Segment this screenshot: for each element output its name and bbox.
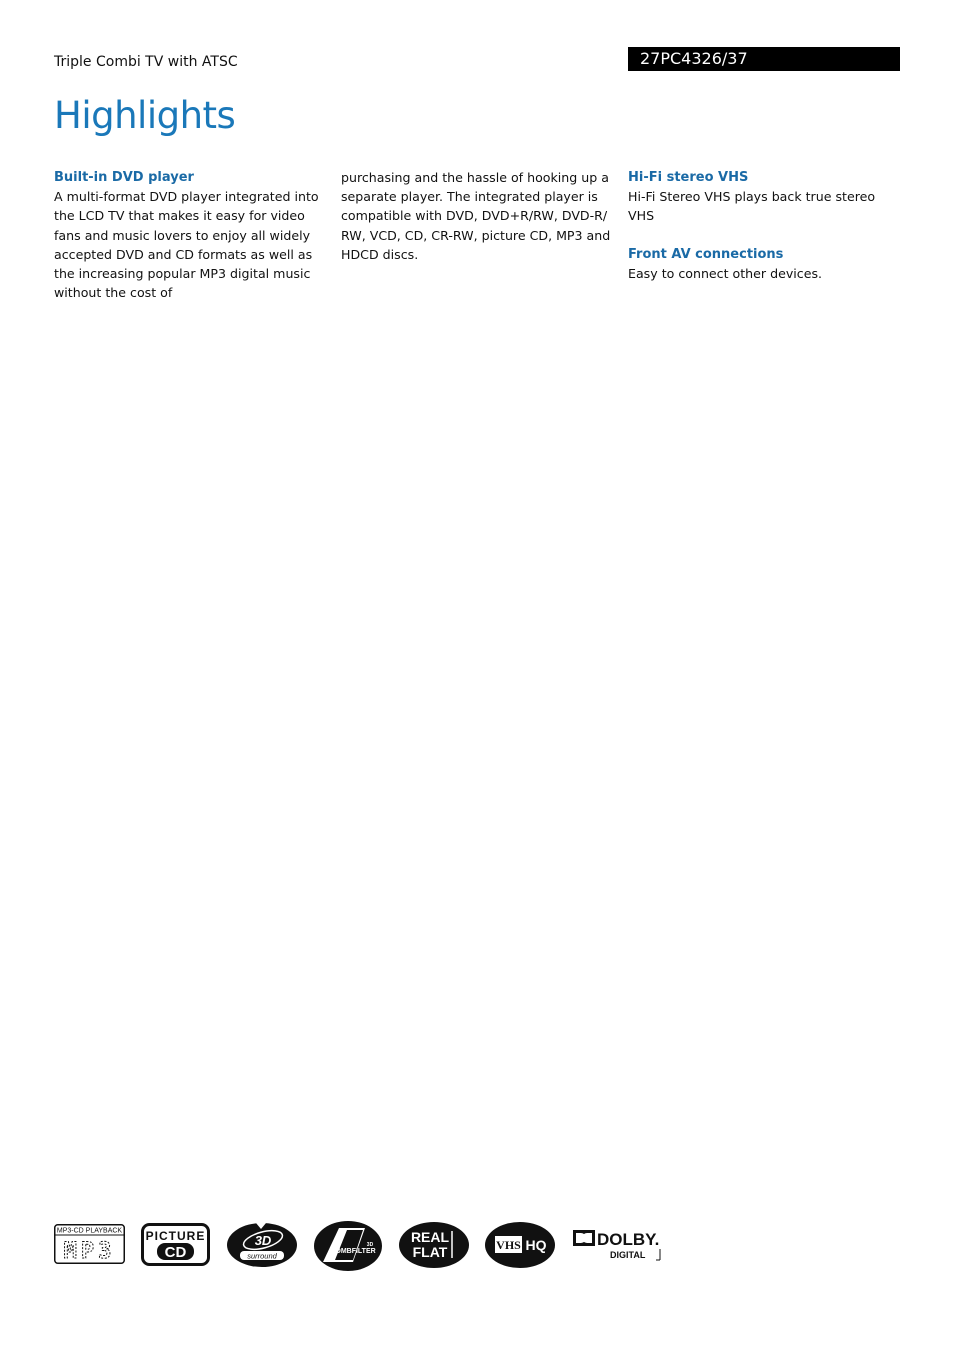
mp3-logo-top-text: MP3-CD PLAYBACK — [56, 1227, 123, 1235]
real-flat-line2: FLAT — [412, 1244, 448, 1260]
3d-combfilter-logo — [313, 1220, 385, 1272]
logo-strip — [54, 1220, 674, 1270]
3d-surround-logo — [226, 1220, 298, 1268]
real-flat-logo — [399, 1220, 471, 1268]
real-flat-line1: REAL — [410, 1229, 450, 1245]
picture-cd-main-text: CD — [164, 1244, 187, 1261]
feature-title-vhs: Hi-Fi stereo VHS — [628, 170, 749, 185]
combfilter-main-text: COMBFILTER — [330, 1248, 376, 1255]
feature-title-front-av: Front AV connections — [628, 246, 784, 262]
feature-title-dvd: Built-in DVD player — [54, 170, 194, 185]
page-title: Highlights — [54, 94, 236, 137]
feature-body-front-av: Easy to connect other devices. — [628, 265, 823, 281]
column-3 — [628, 168, 900, 283]
vhs-hq-logo — [485, 1220, 557, 1268]
mp3-cd-playback-logo — [54, 1220, 126, 1266]
surround-main-text: 3D — [254, 1233, 272, 1248]
column-2 — [341, 168, 613, 264]
product-line: Triple Combi TV with ATSC — [54, 54, 238, 70]
column-1 — [54, 168, 326, 302]
dolby-main-text: DOLBY. — [597, 1230, 660, 1249]
dolby-sub-text: DIGITAL — [610, 1250, 646, 1260]
mp3-logo-main-text: MP3 — [63, 1239, 116, 1264]
feature-body-vhs: Hi-Fi Stereo VHS plays back true stereo VHS — [628, 189, 876, 224]
combfilter-sup-text: 3D — [366, 1242, 374, 1248]
hq-text: HQ — [525, 1237, 547, 1253]
picture-cd-logo — [141, 1220, 211, 1266]
model-badge: 27PC4326/37 — [628, 47, 900, 71]
picture-cd-top-text: PICTURE — [145, 1229, 206, 1243]
feature-body-dvd-part2: purchasing and the hassle of hooking up a separate player. The integrated player is compatible with DVD, DVD+R/RW, DVD-R/ RW, VCD, CD, CR-RW, picture CD, MP3 and HDCD discs. — [341, 170, 611, 262]
feature-body-dvd-part1: A multi-format DVD player integrated into the LCD TV that makes it easy for video fans and music lovers to enjoy all widely accepted DVD and CD formats as well as the increasing popular MP3 digital music without the cost of — [54, 189, 319, 301]
surround-bottom-text: surround — [247, 1251, 277, 1261]
dolby-digital-logo — [572, 1220, 664, 1266]
vhs-text: VHS — [496, 1238, 521, 1252]
